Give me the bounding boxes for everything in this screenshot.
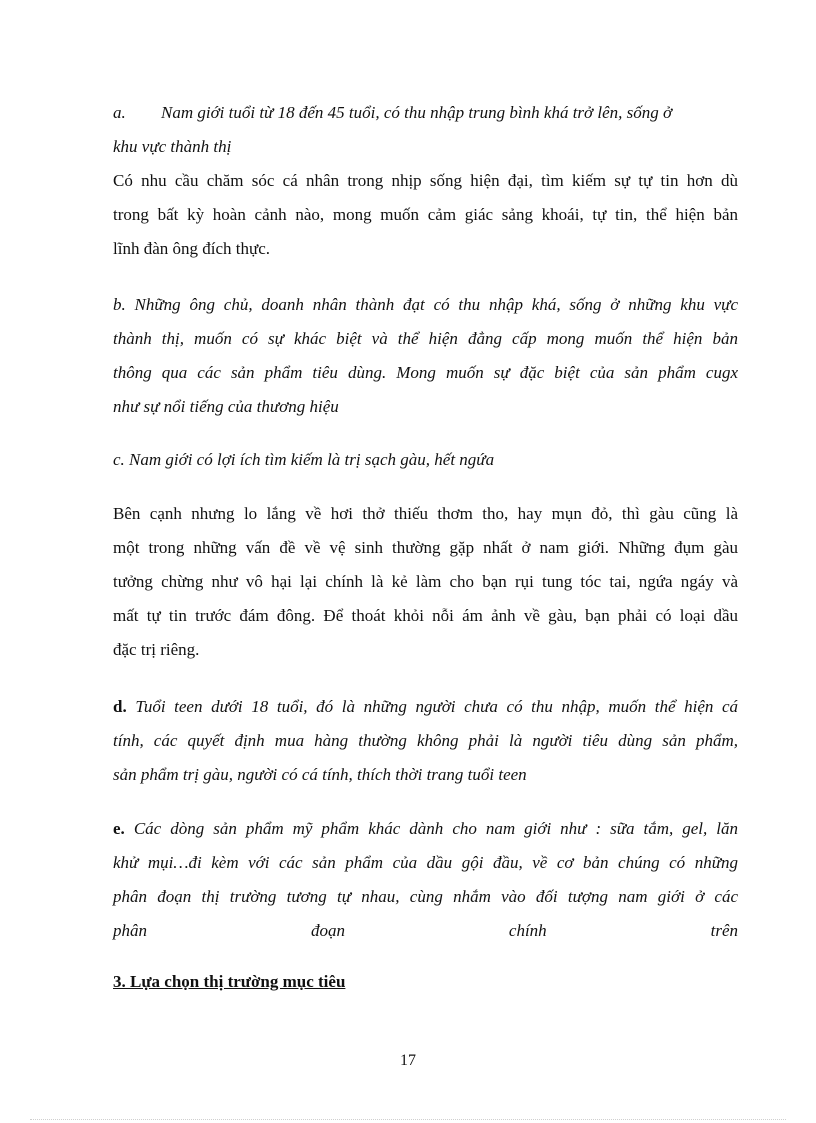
section-a-line-1-text: Nam giới tuổi từ 18 đến 45 tuổi, có thu nhập trung bình khá trở lên, sống ở — [161, 103, 673, 122]
section-a-marker: a. — [113, 103, 126, 122]
paragraph-a-line-3: lĩnh đàn ông đích thực. — [113, 239, 270, 258]
section-e-line-2: khử mụi…đi kèm với các sản phẩm của dầu gội đầu, về cơ bản chúng có những — [113, 853, 738, 872]
section-a-line-1 — [113, 96, 738, 130]
section-d — [113, 690, 738, 792]
section-heading: 3. Lựa chọn thị trường mục tiêu — [113, 972, 346, 991]
paragraph-a-line-1: Có nhu cầu chăm sóc cá nhân trong nhịp sống hiện đại, tìm kiếm sự tự tin hơn dù — [113, 171, 738, 190]
section-d-line-3: sản phẩm trị gàu, người có cá tính, thích thời trang tuổi teen — [113, 765, 527, 784]
section-c — [113, 443, 738, 477]
section-b — [113, 288, 738, 424]
section-d-line-1-text: Tuổi teen dưới 18 tuổi, đó là những người chưa có thu nhập, muốn thể hiện cá — [135, 697, 739, 716]
paragraph-c-line-1: Bên cạnh nhưng lo lắng về hơi thở thiếu thơm tho, hay mụn đỏ, thì gàu cũng là — [113, 504, 738, 523]
section-e-line-1 — [113, 812, 738, 846]
section-b-line-2: thành thị, muốn có sự khác biệt và thể hiện đẳng cấp mong muốn thể hiện bản — [113, 329, 738, 348]
section-e — [113, 812, 738, 948]
page-number: 17 — [400, 1052, 416, 1069]
section-d-line-2: tính, các quyết định mua hàng thường không phải là người tiêu dùng sản phẩm, — [113, 731, 738, 750]
section-d-marker: d. — [113, 697, 127, 716]
section-b-line-1: b. Những ông chủ, doanh nhân thành đạt có thu nhập khá, sống ở những khu vực — [113, 295, 738, 314]
section-c-line: c. Nam giới có lợi ích tìm kiếm là trị sạch gàu, hết ngứa — [113, 450, 495, 469]
section-b-line-3: thông qua các sản phẩm tiêu dùng. Mong muốn sự đặc biệt của sản phẩm cugx — [113, 363, 738, 382]
paragraph-c-line-2: một trong những vấn đề về vệ sinh thường gặp nhất ở nam giới. Những đụm gàu — [113, 538, 738, 557]
section-a — [113, 96, 738, 164]
paragraph-c-line-5: đặc trị riêng. — [113, 640, 200, 659]
section-e-marker: e. — [113, 819, 125, 838]
paragraph-c-body — [113, 497, 738, 667]
section-e-line-3: phân đoạn thị trường tương tự nhau, cùng nhắm vào đối tượng nam giới ở các — [113, 887, 738, 906]
paragraph-c-line-4: mất tự tin trước đám đông. Để thoát khỏi nỗi ám ảnh về gàu, bạn phải có loại dầu — [113, 606, 738, 625]
section-e-line-4: phân đoạn chính trên — [113, 921, 738, 940]
paragraph-c-line-3: tưởng chừng như vô hại lại chính là kẻ làm cho bạn rụi tung tóc tai, ngứa ngáy và — [113, 572, 738, 591]
page-bottom-divider — [30, 1119, 786, 1120]
section-e-line-1-text: Các dòng sản phẩm mỹ phẩm khác dành cho nam giới như : sữa tắm, gel, lăn — [133, 819, 739, 838]
paragraph-a-body — [113, 164, 738, 266]
section-d-line-1 — [113, 690, 738, 724]
section-a-line-2: khu vực thành thị — [113, 137, 232, 156]
section-b-line-4: như sự nổi tiếng của thương hiệu — [113, 397, 339, 416]
paragraph-a-line-2: trong bất kỳ hoàn cảnh nào, mong muốn cảm giác sảng khoái, tự tin, thể hiện bản — [113, 205, 738, 224]
